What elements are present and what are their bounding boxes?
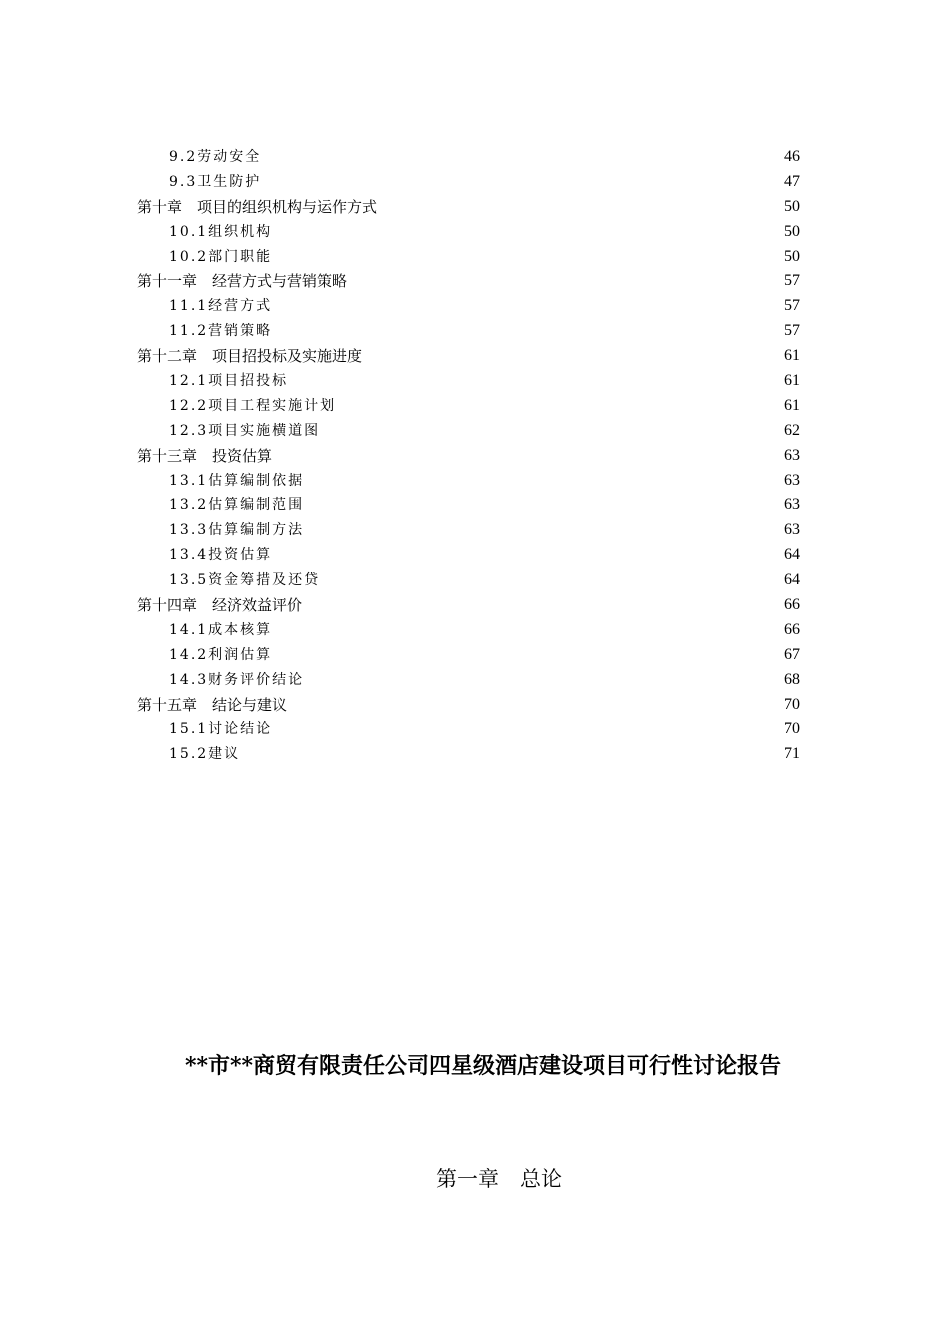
toc-page-number: 70 xyxy=(784,695,800,713)
toc-entry-label: 12.1项目招投标 xyxy=(169,373,289,390)
toc-chapter-entry xyxy=(137,344,800,369)
toc-section-entry xyxy=(137,319,800,344)
toc-page-number: 47 xyxy=(784,172,800,190)
toc-entry-label: 第十一章 经营方式与营销策略 xyxy=(137,272,348,291)
toc-section-entry xyxy=(137,394,800,419)
toc-page-number: 61 xyxy=(784,396,800,414)
toc-page-number: 63 xyxy=(784,521,800,539)
toc-section-entry xyxy=(137,170,800,195)
toc-section-entry xyxy=(137,717,800,742)
toc-chapter-entry xyxy=(137,593,800,618)
toc-section-entry xyxy=(137,742,800,767)
toc-page-number: 68 xyxy=(784,670,800,688)
chapter-heading: 第一章 总论 xyxy=(436,1167,562,1191)
toc-page-number: 67 xyxy=(784,645,800,663)
toc-page-number: 64 xyxy=(784,571,800,589)
toc-chapter-entry xyxy=(137,693,800,718)
toc-page-number: 57 xyxy=(784,322,800,340)
toc-entry-label: 9.2劳动安全 xyxy=(169,149,262,165)
toc-entry-label: 13.5资金筹措及还贷 xyxy=(169,572,321,589)
toc-page-number: 66 xyxy=(784,620,800,638)
toc-section-entry xyxy=(137,643,800,668)
toc-entry-label: 14.2利润估算 xyxy=(169,646,273,663)
toc-page-number: 63 xyxy=(784,471,800,489)
document-title: **市**商贸有限责任公司四星级酒店建设项目可行性讨论报告 xyxy=(185,1053,782,1079)
toc-section-entry xyxy=(137,419,800,444)
toc-entry-label: 第十三章 投资估算 xyxy=(137,446,273,465)
toc-section-entry xyxy=(137,294,800,319)
toc-section-entry xyxy=(137,543,800,568)
toc-page-number: 61 xyxy=(784,347,800,365)
toc-page-number: 64 xyxy=(784,546,800,564)
toc-section-entry xyxy=(137,568,800,593)
toc-section-entry xyxy=(137,145,800,170)
toc-section-entry xyxy=(137,493,800,518)
toc-page-number: 57 xyxy=(784,297,800,315)
toc-page-number: 71 xyxy=(784,745,800,763)
toc-page-number: 62 xyxy=(784,421,800,439)
toc-entry-label: 第十章 项目的组织机构与运作方式 xyxy=(137,197,378,216)
toc-entry-label: 14.1成本核算 xyxy=(169,621,273,638)
toc-chapter-entry xyxy=(137,195,800,220)
toc-entry-label: 12.2项目工程实施计划 xyxy=(169,397,337,414)
toc-entry-label: 14.3财务评价结论 xyxy=(169,671,305,688)
toc-entry-label: 第十四章 经济效益评价 xyxy=(137,596,303,615)
toc-entry-label: 15.2建议 xyxy=(169,746,241,763)
toc-page-number: 50 xyxy=(784,197,800,215)
toc-entry-label: 11.1经营方式 xyxy=(169,298,273,315)
toc-chapter-entry xyxy=(137,444,800,469)
toc-page-number: 63 xyxy=(784,496,800,514)
toc-entry-label: 12.3项目实施横道图 xyxy=(169,422,321,439)
toc-entry-label: 13.1估算编制依据 xyxy=(169,472,305,489)
toc-entry-label: 15.1讨论结论 xyxy=(169,721,273,738)
toc-page-number: 61 xyxy=(784,372,800,390)
toc-page-number: 50 xyxy=(784,222,800,240)
toc-section-entry xyxy=(137,668,800,693)
toc-section-entry xyxy=(137,518,800,543)
toc-entry-label: 13.2估算编制范围 xyxy=(169,497,305,514)
toc-section-entry xyxy=(137,220,800,245)
toc-chapter-entry xyxy=(137,269,800,294)
table-of-contents xyxy=(137,145,800,767)
toc-entry-label: 13.4投资估算 xyxy=(169,547,273,564)
toc-entry-label: 13.3估算编制方法 xyxy=(169,522,305,539)
toc-entry-label: 10.2部门职能 xyxy=(169,248,273,265)
toc-page-number: 63 xyxy=(784,446,800,464)
toc-page-number: 46 xyxy=(784,148,800,165)
toc-page-number: 70 xyxy=(784,720,800,738)
toc-entry-label: 第十五章 结论与建议 xyxy=(137,695,288,714)
toc-entry-label: 9.3卫生防护 xyxy=(169,173,262,190)
toc-section-entry xyxy=(137,245,800,270)
toc-entry-label: 第十二章 项目招投标及实施进度 xyxy=(137,347,363,366)
toc-section-entry xyxy=(137,469,800,494)
toc-entry-label: 11.2营销策略 xyxy=(169,323,273,340)
toc-section-entry xyxy=(137,618,800,643)
toc-section-entry xyxy=(137,369,800,394)
toc-page-number: 50 xyxy=(784,247,800,265)
toc-page-number: 57 xyxy=(784,272,800,290)
toc-page-number: 66 xyxy=(784,596,800,614)
toc-entry-label: 10.1组织机构 xyxy=(169,223,273,240)
